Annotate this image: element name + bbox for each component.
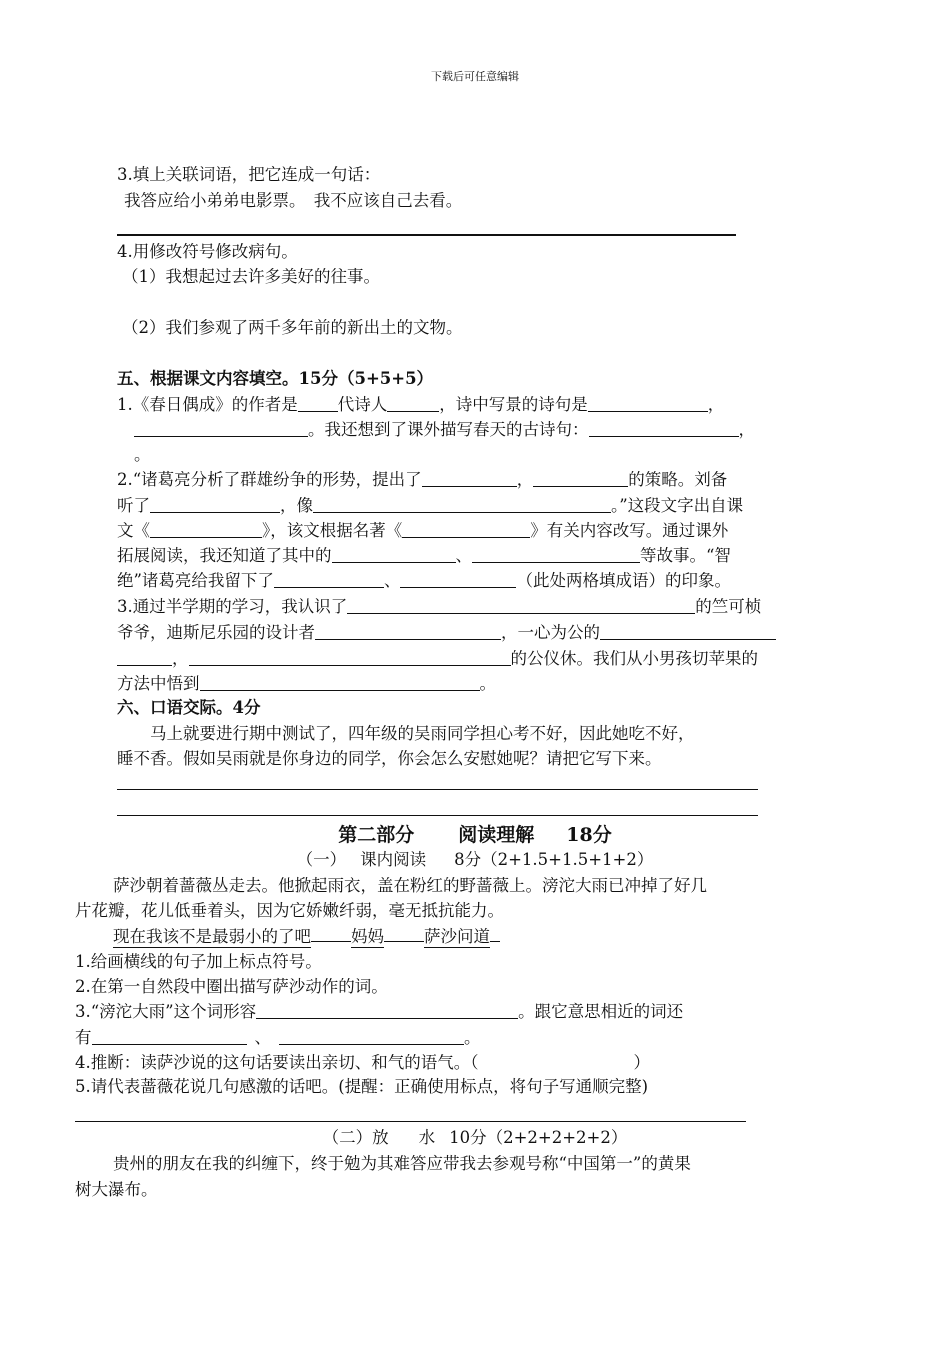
text: 4.推断：读萨沙说的这句话要读出亲切、和气的语气。（ [75, 1053, 479, 1072]
text: ， [172, 649, 189, 668]
reading-1-q1: 1.给画横线的句子加上标点符号。 [75, 952, 322, 971]
blank[interactable] [313, 496, 611, 513]
blank[interactable] [200, 674, 480, 691]
reading-1-paragraph-2: 片花瓣，花儿低垂着头，因为它娇嫩纤弱，毫无抵抗能力。 [75, 901, 504, 920]
sec5-line-5 [117, 495, 743, 517]
reading-1-q2: 2.在第一自然段中圈出描写萨沙动作的词。 [75, 977, 388, 996]
text: 萨沙问道 [424, 927, 490, 946]
reading-1-q5: 5.请代表蔷薇花说几句感激的话吧。(提醒：正确使用标点，将句子写通顺完整) [75, 1077, 649, 1096]
section-6-title: 六、口语交际。4分 [117, 698, 261, 717]
text: 听了 [117, 496, 150, 515]
sec5-line-1 [117, 394, 724, 416]
text: 》，该文根据名著《 [262, 521, 403, 540]
text: 爷爷，迪斯尼乐园的设计者 [117, 623, 315, 642]
blank[interactable] [332, 546, 456, 563]
text: ，诗中写景的诗句是 [439, 395, 588, 414]
blank[interactable] [402, 521, 530, 538]
sec6-paragraph-2: 睡不香。假如吴雨就是你身边的同学，你会怎么安慰她呢？请把它写下来。 [117, 749, 662, 768]
text: ， [707, 395, 725, 414]
text: 的策略。刘备 [628, 470, 728, 489]
text: ， [738, 420, 755, 439]
reading-1-paragraph-1: 萨沙朝着蔷薇丛走去。他掀起雨衣，盖在粉红的野蔷薇上。滂沱大雨已冲掉了好几 [113, 876, 707, 895]
blank[interactable] [134, 420, 308, 437]
sec5-line-11 [117, 648, 758, 670]
text: 课内阅读 [360, 850, 427, 869]
reading-2-paragraph-2: 树大瀑布。 [75, 1180, 158, 1199]
section-5-title: 五、根据课文内容填空。15分（5+5+5） [117, 369, 434, 388]
sec5-line-6 [117, 520, 728, 542]
blank[interactable] [298, 395, 338, 412]
text: 、 [455, 546, 472, 565]
text: 。”这段文字出自课 [611, 496, 744, 515]
reading-2-title [0, 1127, 950, 1149]
text: ，一心为公的 [501, 623, 600, 642]
answer-line[interactable] [117, 789, 758, 790]
text: 拓展阅读，我还知道了其中的 [117, 546, 332, 565]
text: 2.“诸葛亮分析了群雄纷争的形势，提出了 [117, 470, 422, 489]
blank[interactable] [150, 496, 280, 513]
text: 妈妈 [351, 927, 384, 946]
text: 第二部分 [338, 824, 415, 846]
answer-line[interactable] [117, 234, 736, 236]
reading-2-paragraph-1: 贵州的朋友在我的纠缠下，终于勉为其难答应带我去参观号称“中国第一”的黄果 [113, 1154, 691, 1173]
text: （二）放 [322, 1128, 389, 1147]
text: 18分 [566, 824, 612, 846]
text: 。跟它意思相近的词还 [518, 1002, 684, 1021]
text: 现在我该不是最弱小的了吧 [113, 927, 311, 946]
sec5-line-12 [117, 673, 496, 695]
text: 方法中悟到 [117, 674, 200, 693]
text: 代诗人 [337, 395, 388, 414]
answer-line[interactable] [117, 815, 758, 816]
blank[interactable] [189, 649, 511, 666]
blank[interactable] [92, 1028, 247, 1045]
text: ， [516, 470, 534, 489]
reading-1-q3 [75, 1001, 683, 1023]
sec5-line-4 [117, 469, 727, 491]
answer-line[interactable] [75, 1121, 746, 1122]
text: ，像 [280, 496, 313, 515]
q4-title: 4.用修改符号修改病句。 [117, 242, 298, 261]
text: 1.《春日偶成》的作者是 [117, 395, 298, 414]
blank[interactable] [422, 470, 517, 487]
q3-title: 3.填上关联词语，把它连成一句话： [117, 165, 381, 184]
sec5-line-2 [134, 419, 755, 441]
q3-sentences: 我答应给小弟弟电影票。 我不应该自己去看。 [124, 191, 463, 210]
text: 。我还想到了课外描写春天的古诗句： [308, 420, 589, 439]
blank[interactable] [279, 1028, 464, 1045]
q4-item-1: （1）我想起过去许多美好的往事。 [122, 267, 380, 286]
text: 、 [383, 571, 401, 590]
text: （一） [296, 850, 347, 869]
text: 3.通过半学期的学习，我认识了 [117, 597, 348, 616]
reading-1-q3-cont [75, 1027, 481, 1049]
text: 》有关内容改写。通过课外 [530, 521, 729, 540]
text: 3.“滂沱大雨”这个词形容 [75, 1002, 257, 1021]
part-2-title [0, 822, 950, 848]
sec5-line-9 [117, 596, 761, 618]
sec5-line-7 [117, 545, 731, 567]
reading-1-title [0, 849, 950, 871]
blank[interactable] [589, 420, 739, 437]
blank[interactable] [387, 395, 439, 412]
text: （此处两格填成语）的印象。 [516, 571, 731, 590]
text: 的公仪休。我们从小男孩切苹果的 [510, 649, 758, 668]
text: 10分（2+2+2+2+2） [449, 1128, 628, 1147]
text: 绝”诸葛亮给我留下了 [117, 571, 274, 590]
blank[interactable] [256, 1002, 518, 1019]
sec5-line-8 [117, 570, 731, 592]
text: 有 [75, 1028, 92, 1047]
text: 文《 [117, 521, 150, 540]
blank[interactable] [400, 571, 516, 588]
text: ） [633, 1053, 650, 1072]
blank[interactable] [274, 571, 384, 588]
blank[interactable] [117, 649, 172, 666]
text: 8分（2+1.5+1.5+1+2） [454, 850, 654, 869]
reading-1-q4 [75, 1052, 650, 1074]
underlined-sentence [113, 926, 500, 948]
blank[interactable] [472, 546, 640, 563]
sec6-paragraph-1: 马上就要进行期中测试了，四年级的吴雨同学担心考不好，因此她吃不好， [150, 724, 695, 743]
text: 水 [418, 1128, 436, 1147]
text: 等故事。“智 [640, 546, 731, 565]
q4-item-2: （2）我们参观了两千多年前的新出土的文物。 [122, 318, 463, 337]
text: 阅读理解 [458, 824, 535, 846]
text: 。 [479, 674, 496, 693]
page-header: 下载后可任意编辑 [431, 70, 519, 83]
text: 的竺可桢 [695, 597, 762, 616]
text: 、 [254, 1028, 271, 1047]
blank[interactable] [533, 470, 628, 487]
blank[interactable] [600, 623, 776, 640]
sec5-line-3: 。 [134, 445, 151, 464]
sec5-line-10 [117, 622, 776, 644]
text: 。 [464, 1028, 481, 1047]
blank[interactable] [588, 395, 708, 412]
blank[interactable] [347, 597, 695, 614]
blank[interactable] [150, 521, 262, 538]
blank[interactable] [315, 623, 501, 640]
